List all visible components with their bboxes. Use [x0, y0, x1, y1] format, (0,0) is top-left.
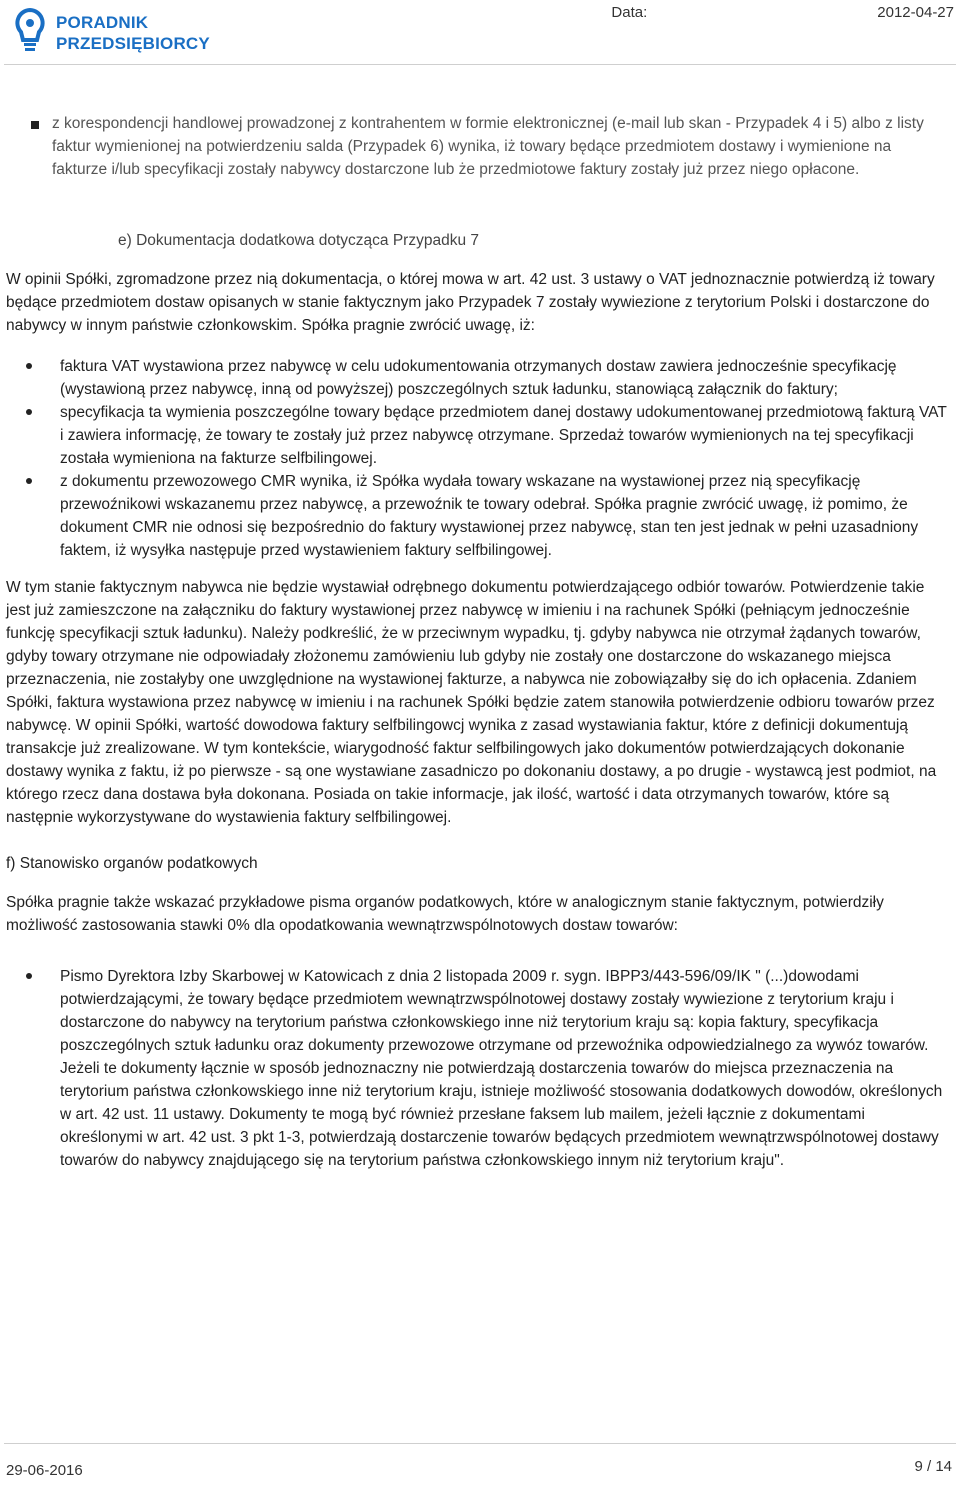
- intro-list: [6, 112, 950, 181]
- date-label: Data:: [611, 4, 648, 21]
- list-item: specyfikacja ta wymienia poszczególne towary będące przedmiotem danej dostawy udokumentowanej przedmiotową fakturą VAT i zawiera informację, że towary te zostały już przez nabywcę otrzymane. Sprzedaż towarów wymienionych na tej specyfikacji została wymieniona na fakturze selfbilingowej.: [60, 401, 950, 470]
- brand-line-2: PRZEDSIĘBIORCY: [56, 34, 210, 53]
- brand-line-1: PORADNIK: [56, 13, 149, 32]
- document-date: [611, 4, 954, 21]
- list-item: z dokumentu przewozowego CMR wynika, iż Spółka wydała towary wskazane na wystawionej przez nią specyfikację przewoźnikowi wskazanemu przez nabywcę, a przewoźnik te towary odebrał. Spółka pragnie zwrócić uwagę, iż pomimo, że dokument CMR nie odnosi się bezpośrednio do faktury wystawionej przez nabywcę, stan ten jest jednak w pełni uzasadniony faktem, iż wysyłka następuje przed wystawieniem faktury selfbilingowej.: [60, 470, 950, 562]
- footer-divider: [4, 1443, 956, 1444]
- list-item: z korespondencji handlowej prowadzonej z kontrahentem w formie elektronicznej (e-mail lub skan - Przypadek 4 i 5) albo z listy faktur wymienionej na potwierdzeniu salda (Przypadek 6) wynika, iż towary będące przedmiotem dostawy i wymienione na fakturze i/lub specyfikacji zostały nabywcy dostarczone lub że przedmiotowe faktury zostały już przez niego opłacone.: [52, 112, 950, 181]
- section-f-paragraph: Spółka pragnie także wskazać przykładowe pisma organów podatkowych, które w analogicznym stanie faktycznym, potwierdziły możliwość zastosowania stawki 0% dla opodatkowania wewnątrzwspólnotowych dostaw towarów:: [6, 894, 884, 934]
- section-e-heading: e) Dokumentacja dodatkowa dotycząca Przypadku 7: [118, 232, 480, 249]
- lightbulb-icon: [10, 4, 50, 54]
- page-header: [0, 0, 960, 66]
- brand-logo[interactable]: [10, 4, 230, 56]
- footer-date: 29-06-2016: [6, 1462, 83, 1479]
- date-value: 2012-04-27: [877, 4, 954, 21]
- section-f-list: [6, 965, 950, 1172]
- list-item: Pismo Dyrektora Izby Skarbowej w Katowicach z dnia 2 listopada 2009 r. sygn. IBPP3/443-596/09/IK " (...)dowodami potwierdzającymi, że towary będące przedmiotem wewnątrzwspólnotowej dostawy zostały wywiezione z terytorium kraju i dostarczone do nabywcy na terytorium państwa członkowskiego inne niż terytorium kraju są: kopia faktury, specyfikacja poszczególnych sztuk ładunku oraz dokumenty przewozowe otrzymane od przewoźnika odpowiedzialnego za wywóz towarów. Jeżeli te dokumenty łącznie w sposób jednoznaczny nie potwierdzają dostarczenia towarów do miejsca przeznaczenia na terytorium państwa członkowskiego inne niż terytorium kraju, istnieje możliwość stosowania dodatkowych dowodów, określonych w art. 42 ust. 11 ustawy. Dokumenty te mogą być również przesłane faksem lub mailem, jeżeli łącznie z dokumentami określonymi w art. 42 ust. 3 pkt 1-3, potwierdzają dostarczenie towarów będących przedmiotem wewnątrzwspólnotowej dostawy towarów do nabywcy znajdującego się na terytorium państwa członkowskiego innym niż terytorium kraju".: [60, 965, 950, 1172]
- list-item: faktura VAT wystawiona przez nabywcę w celu udokumentowania otrzymanych dostaw zawiera jednocześnie specyfikację (wystawioną przez nabywcę, inną od powyższej) poszczególnych sztuk ładunku, stanowiącą załącznik do faktury;: [60, 355, 950, 401]
- section-e-closing: W tym stanie faktycznym nabywca nie będzie wystawiał odrębnego dokumentu potwierdzającego odbiór towarów. Potwierdzenie takie jest już zamieszczone na załączniku do faktury wystawionej przez nabywcę w imieniu i na rachunek Spółki (pełniącym jednocześnie funkcję specyfikacji sztuk ładunku). Należy podkreślić, że w przeciwnym wypadku, tj. gdyby nabywca nie otrzymał żądanych towarów, gdyby towary otrzymane nie odpowiadały złożonemu zamówieniu lub gdyby nie zostały one dostarczone do wskazanego miejsca przeznaczenia, nie zostałyby one uwzględnione na wystawionej fakturze, a nabywca nie zobowiązałby się do ich opłacenia. Zdaniem Spółki, faktura wystawiona przez nabywcę w imieniu i na rachunek Spółki będzie zatem stanowiła potwierdzenie odbioru towarów przez nabywcę. W opinii Spółki, wartość dowodowa faktury selfbilingowcj wynika z zasad wystawiania faktur, które z definicji dokumentują transakcje już zrealizowane. W tym kontekście, wiarygodność faktur selfbilingowych jako dokumentów potwierdzających dokonanie dostawy wynika z faktu, iż po pierwsze - są one wystawiane zasadniczo po dokonaniu dostawy, a po drugie - wystawcą jest podmiot, na którego rzecz dana dostawa była dokonana. Posiada on takie informacje, jak ilość, wartość i data otrzymanych towarów, które są następnie wykorzystywane do wystawienia faktury selfbilingowej.: [6, 579, 937, 826]
- document-body: [6, 112, 950, 1172]
- section-e-list: [6, 355, 950, 562]
- section-f-heading: f) Stanowisko organów podatkowych: [6, 855, 258, 872]
- page-number: 9 / 14: [914, 1458, 952, 1475]
- header-divider: [4, 64, 956, 65]
- section-e-paragraph: W opinii Spółki, zgromadzone przez nią dokumentacja, o której mowa w art. 42 ust. 3 ustawy o VAT jednoznacznie potwierdzą iż towary będące przedmiotem dostaw opisanych w stanie faktycznym jako Przypadek 7 zostały wywiezione z terytorium Polski i dostarczone do nabywcy w innym państwie członkowskim. Spółka pragnie zwrócić uwagę, iż:: [6, 271, 935, 334]
